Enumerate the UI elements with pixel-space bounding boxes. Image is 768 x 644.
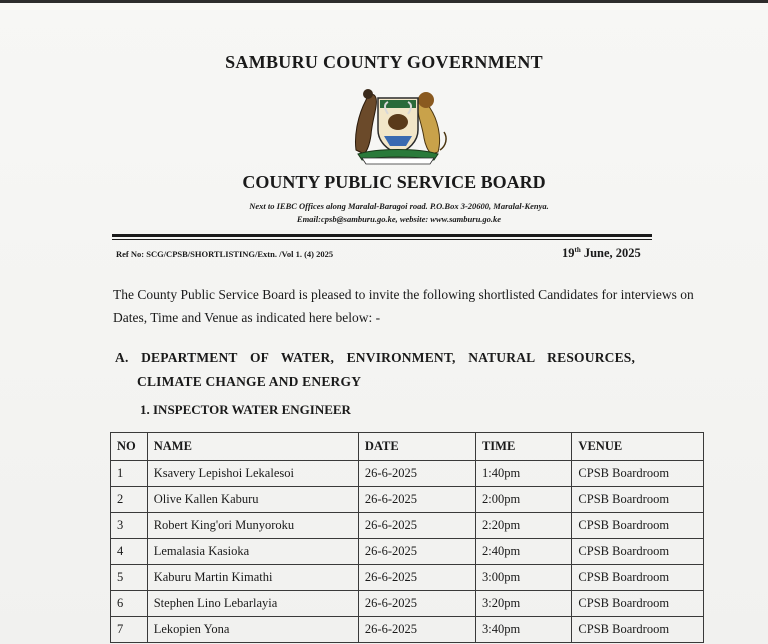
address-line: Next to IEBC Offices along Maralal-Baragoi road. P.O.Box 3-20600, Maralal-Kenya. <box>249 201 549 211</box>
intro-paragraph: The County Public Service Board is pleased to invite the following shortlisted Candidates for interviews on Dates, Time and Venue as indicated here below: - <box>113 287 694 325</box>
position-title: 1. INSPECTOR WATER ENGINEER <box>140 402 351 417</box>
cell-venue: CPSB Boardroom <box>572 617 704 643</box>
cell-venue: CPSB Boardroom <box>572 487 704 513</box>
cell-date: 26-6-2025 <box>358 487 475 513</box>
cell-date: 26-6-2025 <box>358 513 475 539</box>
cell-no: 7 <box>111 617 148 643</box>
cell-time: 3:40pm <box>475 617 571 643</box>
cell-name: Lekopien Yona <box>147 617 358 643</box>
cell-no: 2 <box>111 487 148 513</box>
cell-name: Kaburu Martin Kimathi <box>147 565 358 591</box>
table-row <box>111 591 704 617</box>
table-row <box>111 539 704 565</box>
cell-name: Robert King'ori Munyoroku <box>147 513 358 539</box>
cell-date: 26-6-2025 <box>358 539 475 565</box>
table-row <box>111 617 704 643</box>
county-government-title: SAMBURU COUNTY GOVERNMENT <box>225 52 543 72</box>
cell-time: 2:40pm <box>475 539 571 565</box>
cell-time: 1:40pm <box>475 461 571 487</box>
cell-date: 26-6-2025 <box>358 591 475 617</box>
cell-date: 26-6-2025 <box>358 565 475 591</box>
column-header-venue: VENUE <box>572 433 704 461</box>
cell-venue: CPSB Boardroom <box>572 513 704 539</box>
cell-venue: CPSB Boardroom <box>572 591 704 617</box>
cell-no: 5 <box>111 565 148 591</box>
cell-name: Olive Kallen Kaburu <box>147 487 358 513</box>
reference-number: Ref No: SCG/CPSB/SHORTLISTING/Extn. /Vol 1. (4) 2025 <box>116 249 334 259</box>
table-header-row <box>111 433 704 461</box>
cell-date: 26-6-2025 <box>358 461 475 487</box>
table-row <box>111 565 704 591</box>
cell-venue: CPSB Boardroom <box>572 539 704 565</box>
header-divider-thin <box>112 239 652 240</box>
shortlist-table <box>110 432 704 643</box>
column-header-date: DATE <box>358 433 475 461</box>
cell-venue: CPSB Boardroom <box>572 461 704 487</box>
top-edge-line <box>0 0 768 3</box>
header-divider-thick <box>112 234 652 237</box>
cell-time: 3:20pm <box>475 591 571 617</box>
table-row <box>111 461 704 487</box>
department-heading-line1: A. DEPARTMENT OF WATER, ENVIRONMENT, NATURAL RESOURCES, <box>115 350 636 365</box>
board-title: COUNTY PUBLIC SERVICE BOARD <box>242 172 546 192</box>
cell-time: 2:20pm <box>475 513 571 539</box>
date-suffix: th <box>574 246 581 254</box>
contact-line: Email:cpsb@samburu.go.ke, website: www.samburu.go.ke <box>296 214 502 224</box>
board-address-block <box>0 200 768 226</box>
table-row <box>111 513 704 539</box>
cell-date: 26-6-2025 <box>358 617 475 643</box>
table-row <box>111 487 704 513</box>
column-header-name: NAME <box>147 433 358 461</box>
cell-name: Ksavery Lepishoi Lekalesoi <box>147 461 358 487</box>
cell-no: 6 <box>111 591 148 617</box>
column-header-time: TIME <box>475 433 571 461</box>
cell-no: 4 <box>111 539 148 565</box>
cell-time: 2:00pm <box>475 487 571 513</box>
department-heading-line2: CLIMATE CHANGE AND ENERGY <box>137 374 362 389</box>
cell-name: Stephen Lino Lebarlayia <box>147 591 358 617</box>
cell-name: Lemalasia Kasioka <box>147 539 358 565</box>
column-header-no: NO <box>111 433 148 461</box>
cell-venue: CPSB Boardroom <box>572 565 704 591</box>
cell-time: 3:00pm <box>475 565 571 591</box>
date-day: 19 <box>562 246 575 261</box>
department-heading <box>115 346 695 394</box>
cell-no: 3 <box>111 513 148 539</box>
letter-date <box>562 246 641 261</box>
county-crest-icon <box>338 80 458 166</box>
cell-no: 1 <box>111 461 148 487</box>
date-month-year: June, 2025 <box>580 246 641 261</box>
